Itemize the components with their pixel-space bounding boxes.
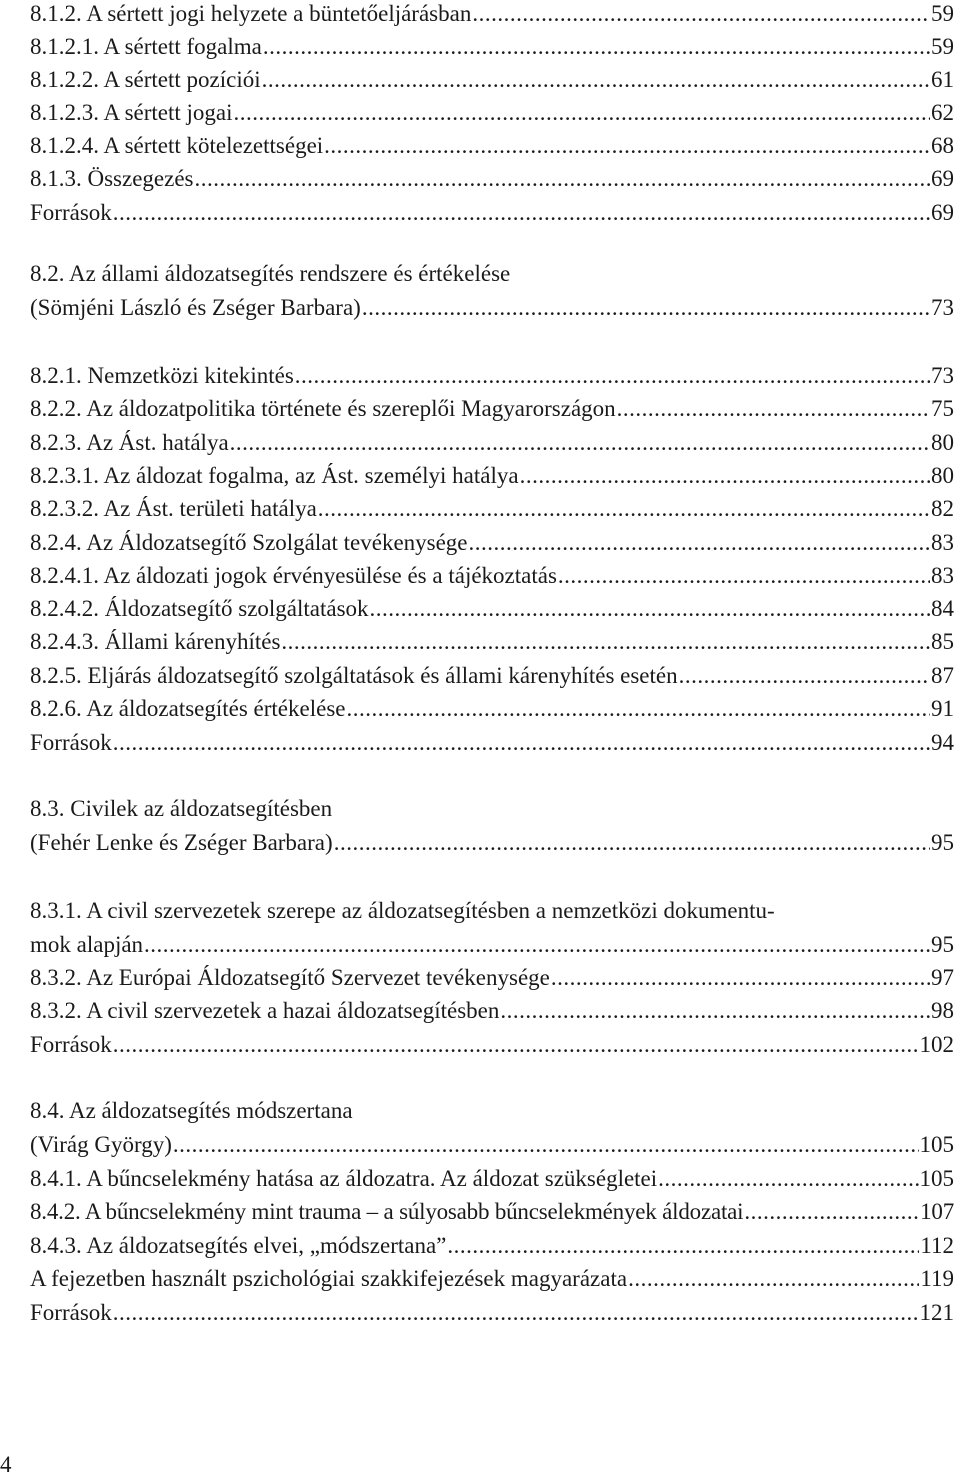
- toc-entry: [30, 1229, 954, 1263]
- dot-leader: [447, 1229, 919, 1263]
- toc-entry-page: 59: [931, 34, 954, 59]
- dot-leader: [113, 1028, 919, 1062]
- toc-entry: [30, 459, 954, 493]
- toc-entry: [30, 392, 954, 426]
- toc-entry-title: 8.4.1. A bűncselekmény hatása az áldozatra. Az áldozat szükségletei: [30, 1166, 658, 1191]
- toc-entry-heading: 8.3. Civilek az áldozatsegítésben: [30, 796, 333, 821]
- dot-leader: [472, 0, 930, 31]
- toc-entry-title: 8.4.2. A bűncselekmény mint trauma – a súlyosabb bűncselekmények áldozatai: [30, 1199, 744, 1224]
- toc-entry-title: 8.4.3. Az áldozatsegítés elvei, „módszertana”: [30, 1233, 447, 1258]
- dot-leader: [617, 392, 930, 426]
- toc-entry: [30, 792, 954, 860]
- toc-entry: [30, 96, 954, 130]
- toc-entry-page: 83: [931, 530, 954, 555]
- toc-entry-title: 8.2.3. Az Ást. hatálya: [30, 430, 229, 455]
- toc-entry-page: 68: [931, 133, 954, 158]
- toc-entry-title: 8.2.4.3. Állami kárenyhítés: [30, 629, 281, 654]
- toc-entry-page: 69: [931, 166, 954, 191]
- dot-leader: [195, 162, 930, 196]
- toc-entry: [30, 1094, 954, 1162]
- dot-leader: [173, 1128, 919, 1162]
- toc-entry-page: 91: [931, 696, 954, 721]
- toc-entry-page: 69: [931, 200, 954, 225]
- dot-leader: [113, 196, 930, 230]
- toc-entry: [30, 162, 954, 196]
- dot-leader: [295, 359, 930, 393]
- toc-entry-title: 8.3.2. Az Európai Áldozatsegítő Szervezet tevékenysége: [30, 965, 550, 990]
- dot-leader: [500, 994, 930, 1028]
- dot-leader: [230, 426, 930, 460]
- toc-entry-page: 107: [920, 1199, 954, 1224]
- dot-leader: [281, 625, 930, 659]
- toc-entry: [30, 30, 954, 64]
- toc-entry: [30, 0, 954, 31]
- dot-leader: [469, 526, 930, 560]
- toc-entry-title: 8.2.4. Az Áldozatsegítő Szolgálat tevékenysége: [30, 530, 468, 555]
- toc-entry: [30, 426, 954, 460]
- dot-leader: [628, 1262, 919, 1296]
- toc-entry-title: 8.1.2.4. A sértett kötelezettségei: [30, 133, 324, 158]
- toc-entry-title: 8.2.6. Az áldozatsegítés értékelése: [30, 696, 346, 721]
- toc-entry-page: 59: [931, 1, 954, 26]
- dot-leader: [558, 559, 930, 593]
- toc-entry-title: 8.3.2. A civil szervezetek a hazai áldozatsegítésben: [30, 998, 500, 1023]
- toc-entry-page: 119: [920, 1266, 954, 1291]
- toc-entry-page: 82: [931, 496, 954, 521]
- dot-leader: [744, 1195, 919, 1229]
- toc-entry-title: 8.1.2. A sértett jogi helyzete a büntetőeljárásban: [30, 1, 472, 26]
- dot-leader: [679, 659, 930, 693]
- dot-leader: [113, 726, 930, 760]
- toc-entry-title: 8.2.4.2. Áldozatsegítő szolgáltatások: [30, 596, 369, 621]
- toc-entry: [30, 1162, 954, 1196]
- toc-entry: [30, 961, 954, 995]
- dot-leader: [263, 30, 930, 64]
- toc-entry-title: Források: [30, 730, 112, 755]
- toc-entry-page: 97: [931, 965, 954, 990]
- toc-entry-title: Források: [30, 1300, 112, 1325]
- toc-entry-title: 8.1.3. Összegezés: [30, 166, 194, 191]
- toc-entry-page: 80: [931, 430, 954, 455]
- toc-entry: [30, 1296, 954, 1330]
- toc-entry-title: (Fehér Lenke és Zséger Barbara): [30, 830, 333, 855]
- toc-entry-title: 8.2.3.1. Az áldozat fogalma, az Ást. személyi hatálya: [30, 463, 519, 488]
- toc-entry-page: 73: [931, 295, 954, 320]
- dot-leader: [520, 459, 930, 493]
- toc-entry-page: 121: [919, 1300, 954, 1325]
- toc-entry-title: 8.2.4.1. Az áldozati jogok érvényesülése és a tájékoztatás: [30, 563, 557, 588]
- dot-leader: [370, 592, 930, 626]
- toc-entry-title: (Virág György): [30, 1132, 172, 1157]
- toc-entry-page: 80: [931, 463, 954, 488]
- toc-entry-title: 8.2.3.2. Az Ást. területi hatálya: [30, 496, 317, 521]
- dot-leader: [234, 96, 930, 130]
- toc-entry-title: A fejezetben használt pszichológiai szakkifejezések magyarázata: [30, 1266, 628, 1291]
- toc-entry: [30, 129, 954, 163]
- toc-entry-page: 112: [920, 1233, 954, 1258]
- dot-leader: [144, 928, 930, 962]
- toc-entry-page: 105: [919, 1166, 954, 1191]
- toc-entry: [30, 692, 954, 726]
- dot-leader: [658, 1162, 918, 1196]
- toc-entry-page: 87: [931, 663, 954, 688]
- dot-leader: [324, 129, 930, 163]
- toc-entry-page: 94: [931, 730, 954, 755]
- toc-entry-heading: 8.4. Az áldozatsegítés módszertana: [30, 1098, 353, 1123]
- toc-entry-page: 95: [931, 830, 954, 855]
- toc-entry: [30, 492, 954, 526]
- dot-leader: [262, 63, 930, 97]
- toc-entry-page: 105: [919, 1132, 954, 1157]
- dot-leader: [551, 961, 930, 995]
- dot-leader: [113, 1296, 919, 1330]
- toc-entry-page: 98: [931, 998, 954, 1023]
- toc-entry-title: 8.1.2.2. A sértett pozíciói: [30, 67, 261, 92]
- toc-entry: [30, 625, 954, 659]
- toc-entry-title: Források: [30, 1032, 112, 1057]
- toc-entry-page: 85: [931, 629, 954, 654]
- toc-entry-heading: 8.2. Az állami áldozatsegítés rendszere és értékelése: [30, 261, 511, 286]
- toc-entry: [30, 359, 954, 393]
- toc-entry-title: 8.2.2. Az áldozatpolitika története és szereplői Magyarországon: [30, 396, 616, 421]
- toc-entry-title: 8.1.2.1. A sértett fogalma: [30, 34, 262, 59]
- toc-entry: [30, 63, 954, 97]
- dot-leader: [362, 291, 930, 325]
- toc-entry-page: 61: [931, 67, 954, 92]
- toc-entry: [30, 257, 954, 325]
- toc-entry-title: Források: [30, 200, 112, 225]
- toc-entry: [30, 894, 954, 962]
- toc-entry-title: 8.2.1. Nemzetközi kitekintés: [30, 363, 294, 388]
- toc-entry: [30, 1195, 954, 1229]
- toc-entry: [30, 994, 954, 1028]
- toc-entry: [30, 526, 954, 560]
- page-number: 4: [0, 1452, 12, 1477]
- toc-entry-page: 62: [931, 100, 954, 125]
- toc-entry-page: 95: [931, 932, 954, 957]
- toc-entry-heading: 8.3.1. A civil szervezetek szerepe az áldozatsegítésben a nemzetközi dokumentu-: [30, 898, 775, 923]
- toc-entry: [30, 1262, 954, 1296]
- dot-leader: [318, 492, 930, 526]
- toc-entry-title: mok alapján: [30, 932, 144, 957]
- toc-entry: [30, 726, 954, 760]
- toc-entry: [30, 196, 954, 230]
- toc-entry-page: 83: [931, 563, 954, 588]
- toc-entry-title: 8.2.5. Eljárás áldozatsegítő szolgáltatások és állami kárenyhítés esetén: [30, 663, 678, 688]
- toc-entry-page: 102: [919, 1032, 954, 1057]
- toc-entry-page: 84: [931, 596, 954, 621]
- toc-entry-page: 73: [931, 363, 954, 388]
- toc-entry: [30, 659, 954, 693]
- toc-entry-page: 75: [931, 396, 954, 421]
- dot-leader: [334, 826, 930, 860]
- toc-entry-title: 8.1.2.3. A sértett jogai: [30, 100, 233, 125]
- toc-entry-title: (Sömjéni László és Zséger Barbara): [30, 295, 361, 320]
- toc-entry: [30, 1028, 954, 1062]
- toc-entry: [30, 592, 954, 626]
- toc-entry: [30, 559, 954, 593]
- dot-leader: [347, 692, 931, 726]
